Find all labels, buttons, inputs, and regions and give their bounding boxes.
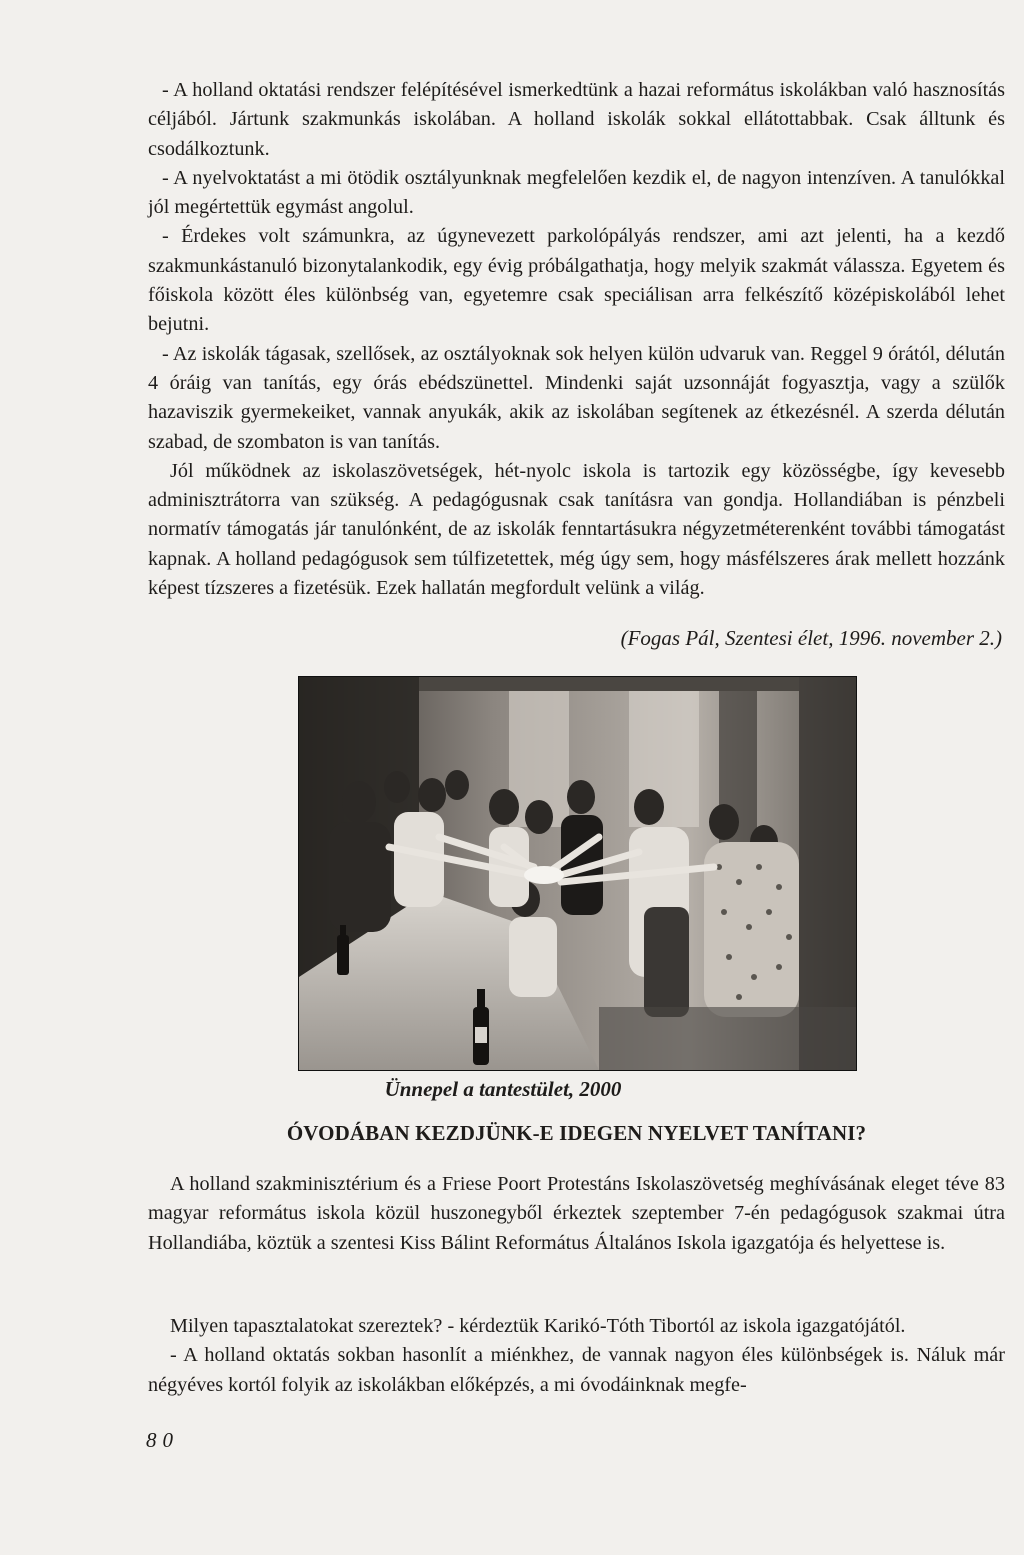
interview-answer: - A holland oktatás sokban hasonlít a miénkhez, de vannak nagyon éles különbségek is. Náluk már négyéves kortól folyik az iskolákban előképzés, a mi óvodáinknak megfe- (148, 1344, 1005, 1396)
page-number: 80 (146, 1428, 179, 1452)
citation: (Fogas Pál, Szentesi élet, 1996. november 2.) (620, 626, 1002, 650)
intro-paragraph: - Érdekes volt számunkra, az úgynevezett parkolópályás rendszer, ami azt jelenti, ha a kezdő szakmunkástanuló bizonytalankodik, egy évig próbálgathatja, hogy melyik szakmát válassza. Egyetem és főiskola között éles különbség van, egyetemre csak speciálisan arra felkészítő középiskolából lehet bejutni. (148, 225, 1005, 336)
intro-text-block (148, 76, 1005, 603)
intro-paragraph: - Az iskolák tágasak, szellősek, az osztályoknak sok helyen külön udvaruk van. Reggel 9 órától, délután 4 óráig van tanítás, egy órás ebédszünettel. Mindenki saját uzsonnáját fogyasztja, vagy a szülők hazaviszik gyermekeiket, vannak anyukák, akik az iskolában segítenek az étkezésnél. A szerda délután szabad, de szombaton is van tanítás. (148, 342, 1005, 453)
section-heading: ÓVODÁBAN KEZDJÜNK-E IDEGEN NYELVET TANÍTANI? (286, 1121, 867, 1145)
intro-paragraph: - A holland oktatási rendszer felépítésével ismerkedtünk a hazai református iskolákban való hasznosítás céljából. Jártunk szakmunkás iskolában. A holland iskolák sokkal ellátottabbak. Csak álltunk és csodálkoztunk. (148, 79, 1005, 160)
photo-caption: Ünnepel a tantestület, 2000 (384, 1077, 622, 1101)
group-photo (298, 676, 857, 1071)
interview-text-block (148, 1312, 1005, 1400)
article-paragraph: A holland szakminisztérium és a Friese Poort Protestáns Iskolaszövetség meghívásának eleget téve 83 magyar református iskola közül huszonegyből érkeztek szeptember 7-én pedagógusok szakmai útra Hollandiába, köztük a szentesi Kiss Bálint Református Általános Iskola igazgatója és helyettese is. (148, 1173, 1005, 1254)
intro-paragraph: Jól működnek az iskolaszövetségek, hét-nyolc iskola is tartozik egy közösségbe, így kevesebb adminisztrátorra van szükség. A pedagógusnak csak tanításra van gondja. Hollandiában is pénzbeli normatív támogatás jár tanulónként, de az iskolák fenntartásukra négyzetméterenként további támogatást kapnak. A holland pedagógusok sem túlfizetettek, még úgy sem, hogy másfélszeres árak mellett hozzánk képest tízszeres a fizetésük. Ezek hallatán megfordult velünk a világ. (148, 459, 1005, 600)
group-photo-illustration (299, 677, 856, 1070)
article-text-block (148, 1170, 1005, 1258)
intro-paragraph: - A nyelvoktatást a mi ötödik osztályunknak megfelelően kezdik el, de nagyon intenzíven. A tanulókkal jól megértettük egymást angolul. (148, 166, 1005, 219)
interview-question: Milyen tapasztalatokat szereztek? - kérdeztük Karikó-Tóth Tibortól az iskola igazgatójától. (170, 1315, 906, 1337)
